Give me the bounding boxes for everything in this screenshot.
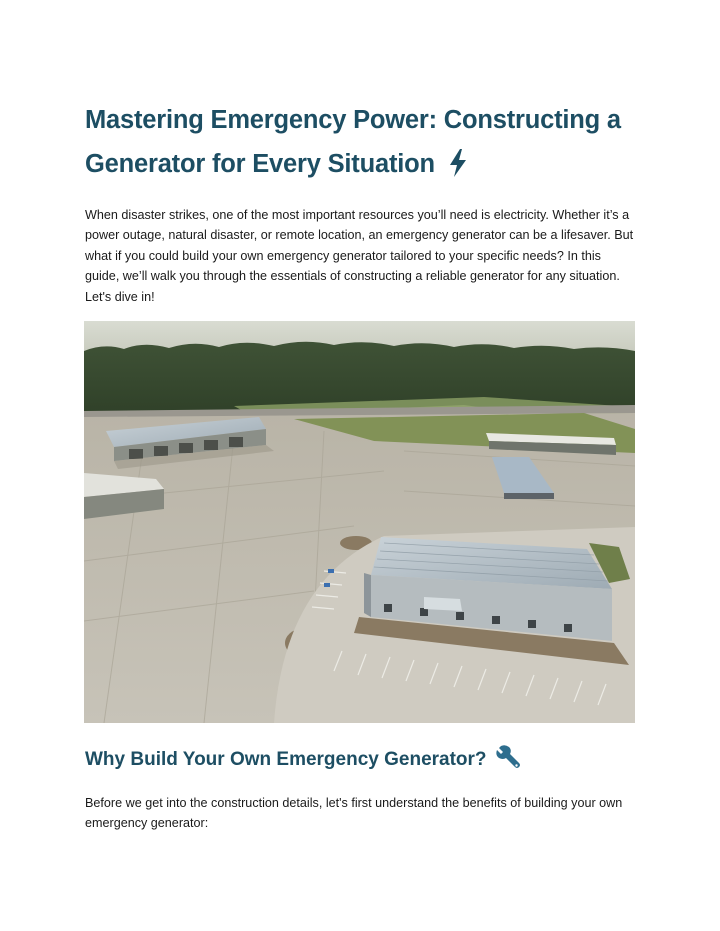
page-title-text: Mastering Emergency Power: Constructing a Generator for Every Situation xyxy=(85,106,621,178)
intro-paragraph: When disaster strikes, one of the most important resources you’ll need is electricity. Whether it’s a power outage, natural disaster, or remote location, an emergency generator can be a lifesaver. But what if you could build your own emergency generator tailored to your specific needs? In this guide, we’ll walk you through the essentials of constructing a reliable generator for any situation. Let's dive in! xyxy=(85,208,634,304)
page-title xyxy=(85,98,645,186)
wrench-icon xyxy=(495,744,521,770)
lightning-bolt-icon xyxy=(449,147,467,175)
section-body-paragraph: Before we get into the construction details, let's first understand the benefits of building your own emergency generator: xyxy=(85,796,623,831)
section-heading-text: Why Build Your Own Emergency Generator? xyxy=(85,749,487,770)
section-heading xyxy=(85,744,521,776)
facility-aerial-photo xyxy=(84,321,635,723)
